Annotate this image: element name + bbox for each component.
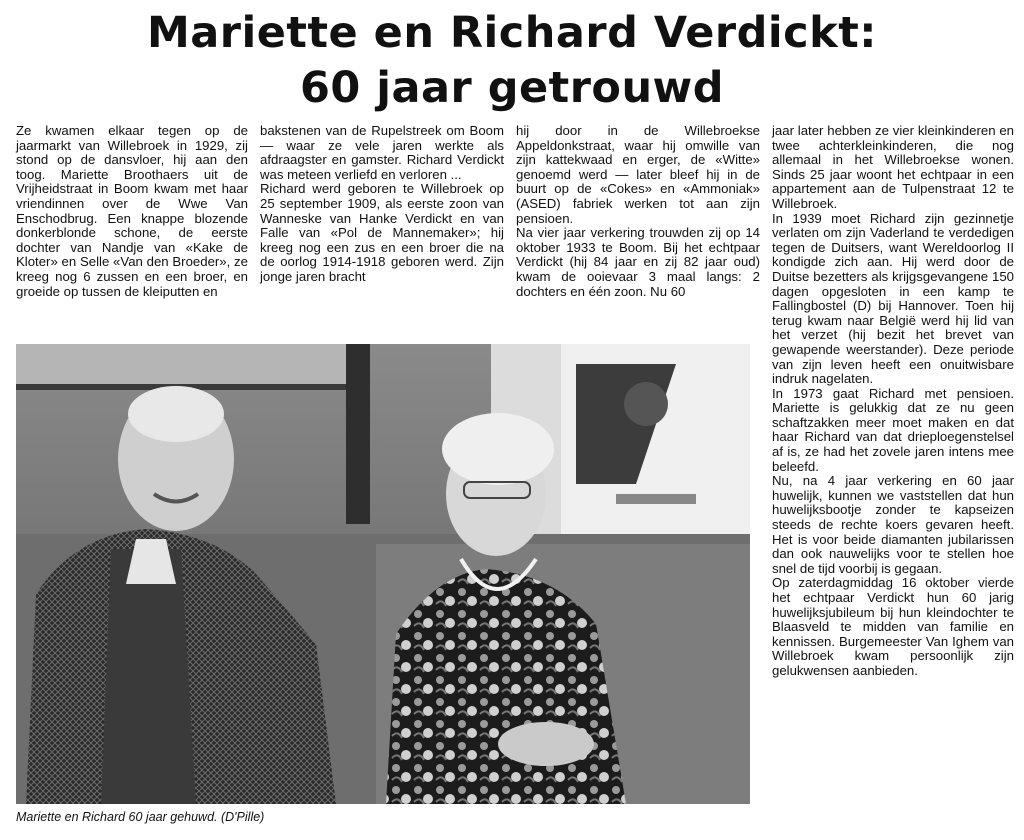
paragraph: Op zaterdagmiddag 16 oktober vierde het echtpaar Verdickt hun 60 jarig huwelijksjubileum bij hun kleindochter te Blaasveld te midden van familie en kennissen. Burgemeester Van Ighem van Willebroek kwam persoonlijk zijn gelukwensen aanbieden.: [772, 575, 1014, 678]
photo-illustration: [16, 344, 750, 804]
photo-caption: Mariette en Richard 60 jaar gehuwd. (D'Pille): [16, 810, 265, 824]
paragraph: hij door in de Willebroekse Appeldonkstraat, waar hij omwille van zijn kattekwaad en erger, de «Witte» genoemd werd — later bleef hij in de buurt op de «Cokes» en «Ammoniak» (ASED) fabriek werken tot aan zijn pensioen.: [516, 123, 760, 226]
text-column-2: [260, 124, 504, 285]
paragraph: In 1973 gaat Richard met pensioen. Mariette is gelukkig dat ze nu geen schaftzakken meer moet maken en dat haar Richard van dat drieploegenstelsel af is, ze had het zovele jaren intens mee beleefd.: [772, 385, 1014, 474]
paragraph: bakstenen van de Rupelstreek om Boom — waar ze vele jaren werkte als afdraagster en gamster. Richard Verdickt was meteen verliefd en verloren ...: [260, 123, 504, 182]
headline-line-1: Mariette en Richard Verdickt:: [147, 8, 877, 58]
text-column-4: [772, 124, 1014, 679]
headline-line-2: 60 jaar getrouwd: [299, 63, 725, 113]
couple-photo: [16, 344, 750, 804]
paragraph: Ze kwamen elkaar tegen op de jaarmarkt van Willebroek in 1929, zij stond op de dansvloer, hij aan den toog. Mariette Broothaers uit de Vrijheidstraat in Boom kwam met haar vriendinnen over de Wwe Van Enschodbrug. Een knappe blozende donkerblonde schone, de eerste dochter van Nandje van «Kake de Kloter» en Selle «Van den Broeder», ze kreeg nog 6 zussen en een broer, en groeide op tussen de kleiputten en: [16, 123, 248, 299]
paragraph: In 1939 moet Richard zijn gezinnetje verlaten om zijn Vaderland te verdedigen tegen de Duitsers, want Wereldoorlog II kondigde zich aan. Hij werd door de Duitse bezetters als krijgsgevangene 150 dagen opgesloten in een kamp te Fallingbostel (D) bij Hannover. Toen hij terug kwam naar België werd hij lid van het verzet (hij bezit het brevet van gewapende weerstander). Deze periode van zijn leven heeft een onuitwisbare indruk nagelaten.: [772, 210, 1014, 387]
article-headline: [0, 6, 1024, 116]
paragraph: Na vier jaar verkering trouwden zij op 14 oktober 1933 te Boom. Bij het echtpaar Verdickt (hij 84 jaar en zij 82 jaar oud) kwam de ooievaar 3 maal langs: 2 dochters en één zoon. Nu 60: [516, 225, 760, 299]
text-column-1: [16, 124, 248, 299]
paragraph: Nu, na 4 jaar verkering en 60 jaar huwelijk, kunnen we vaststellen dat hun huwelijksbootje zonder te kapseizen steeds de rechte koers gevaren heeft. Het is voor beide diamanten jubilarissen dan ook nauwelijks voor te stellen hoe snel de tijd voorbij is gegaan.: [772, 473, 1014, 576]
text-column-3: [516, 124, 760, 299]
paragraph: jaar later hebben ze vier kleinkinderen en twee achterkleinkinderen, die nog allemaal in het Willebroekse wonen. Sinds 25 jaar woont het echtpaar in een appartement aan de Tulpenstraat 12 te Willebroek.: [772, 123, 1014, 211]
paragraph: Richard werd geboren te Willebroek op 25 september 1909, als eerste zoon van Wanneske van Hanke Verdickt en van Falle van «Pol de Mannemaker»; hij kreeg nog een zus en een broer die na de oorlog 1914-1918 geboren werd. Zijn jonge jaren bracht: [260, 181, 504, 284]
